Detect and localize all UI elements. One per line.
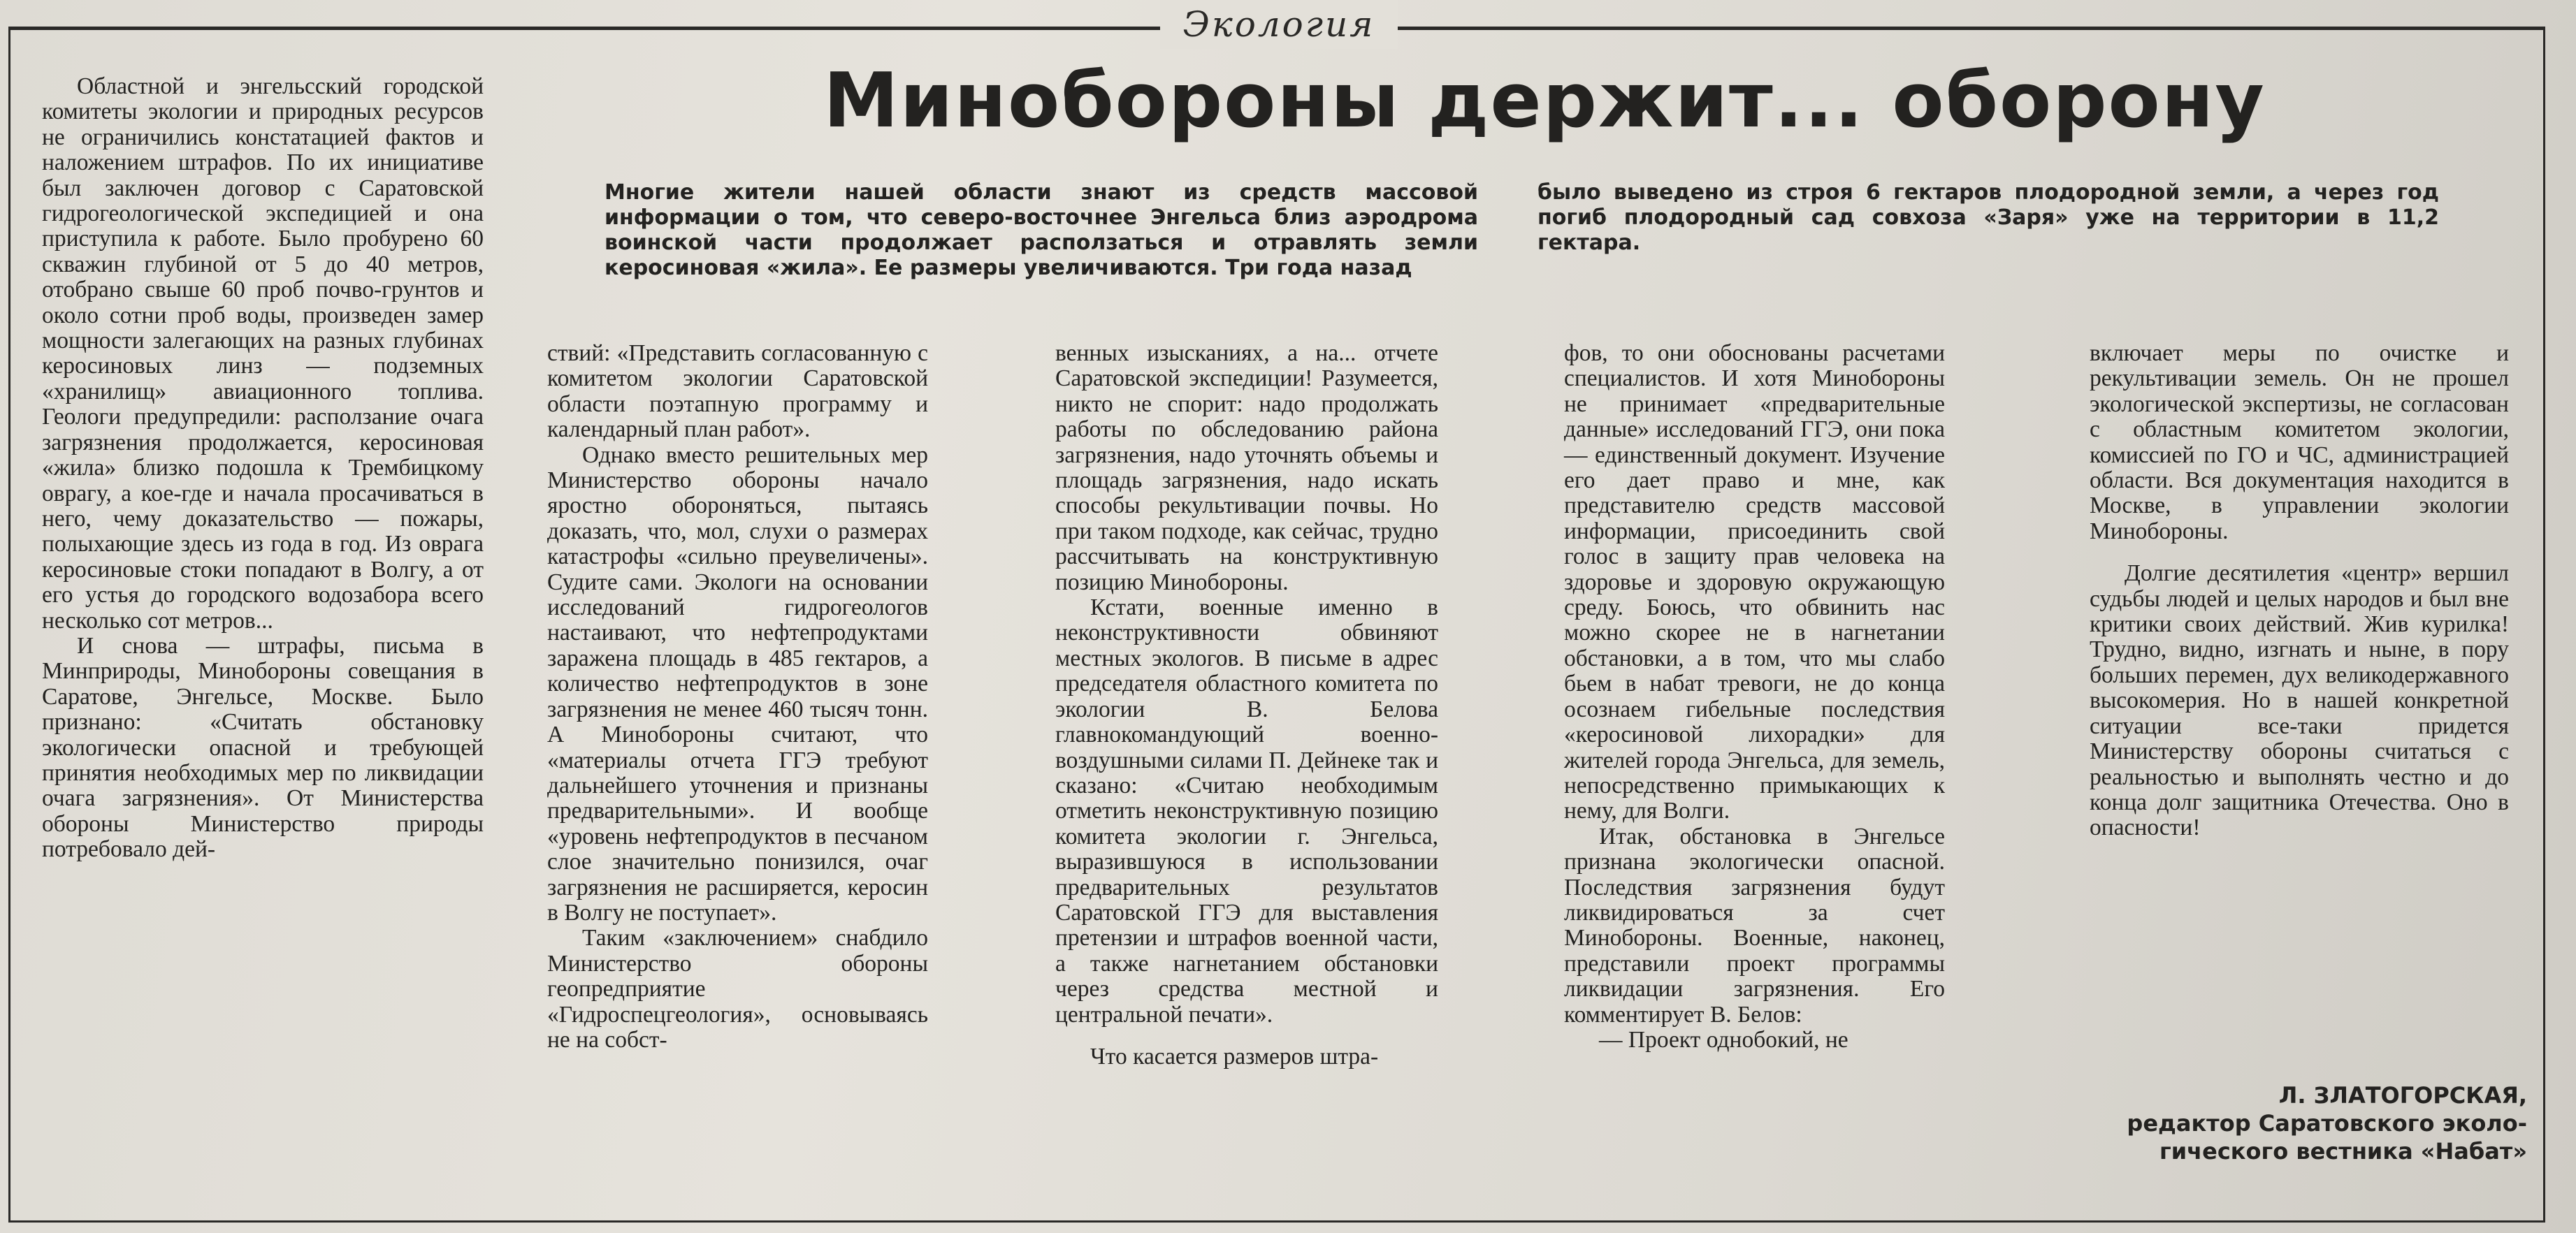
paragraph: Что касается размеров штра- — [1090, 1043, 1379, 1070]
paragraph: Кстати, военные именно в неконструктивности обвиняют местных экологов. В письме в адрес председателя областного комитета по экологии В. Белова главнокомандующий военно-воздушными силами П. Дейнеке так и сказано: «Считаю необходимым отметить неконструктивную позицию комитета экологии г. Энгельса, выразившуюся в использовании предварительных результатов Саратовской ГГЭ для выставления претензии и штрафов военной части, а также нагнетанием обстановки через средства местной и центральной печати». — [1055, 594, 1438, 1028]
article-headline: Минобороны держит... оборону — [823, 57, 2266, 145]
author-name: Л. ЗЛАТОГОРСКАЯ, — [2278, 1082, 2527, 1109]
rubric-rule-left — [8, 27, 1162, 29]
paragraph: Итак, обстановка в Энгельсе признана экологически опасной. Последствия загрязнения будут ликвидироваться за счет Минобороны. Военные, наконец, представили проект программы ликвидации загрязнения. Его комментирует В. Белов: — [1564, 823, 1945, 1028]
paragraph: Таким «заключением» снабдило Министерство обороны геопредприятие «Гидроспецгеология», основываясь не на собст- — [547, 925, 928, 1053]
paragraph: ствий: «Представить согласованную с комитетом экологии Саратовской области поэтапную программу и календарный план работ». — [547, 340, 928, 443]
paragraph: Областной и энгельсский городской комитеты экологии и природных ресурсов не ограничились констатацией фактов и наложением штрафов. По их инициативе был заключен договор с Саратовской гидрогеологической экспедицией и она приступила к работе. Было пробурено 60 скважин глубиной от 5 до 40 метров, отобрано свыше 60 проб почво-грунтов и около сотни проб воды, произведен замер мощности залегающих на разных глубинах керосиновых линз — подземных «хранилищ» авиационного топлива. Геологи предупредили: расползание очага загрязнения продолжается, керосиновая «жила» близко подошла к Трембицкому оврагу, а кое-где и начала просачиваться в него, чему доказательство — пожары, полыхающие здесь из года в год. Из оврага керосиновые стоки попадают в Волгу, а от его устья до городского водозабора всего несколько сот метров... — [42, 73, 484, 634]
paragraph: И снова — штрафы, письма в Минприроды, Минобороны совещания в Саратове, Энгельсе, Москве. Было признано: «Считать обстановку экологически опасной и требующей принятия необходимых мер по ликвидации очага загрязнения». От Министерства обороны Министерство природы потребовало дей- — [42, 632, 484, 863]
text-column-2 — [547, 341, 928, 1053]
author-role-line-2: гического вестника «Набат» — [2159, 1138, 2527, 1165]
paragraph: венных изысканиях, а на... отчете Саратовской экспедиции! Разумеется, никто не спорит: надо продолжать работы по обследованию района загрязнения, надо уточнять объемы и площадь загрязнения, надо искать способы рекультивации почвы. Но при таком подходе, как сейчас, трудно рассчитывать на конструктивную позицию Минобороны. — [1055, 340, 1438, 595]
section-rubric: Экология — [1160, 0, 1398, 49]
lead-paragraph-left: Многие жители нашей области знают из средств массовой информации о том, что северо-восточнее Энгельса близ аэродрома воинской части продолжает расползаться и отравлять земли керосиновая «жила». Ее размеры увеличиваются. Три года назад — [605, 180, 1478, 280]
paragraph: Однако вместо решительных мер Министерство обороны начало яростно обороняться, пытаясь доказать, что, мол, слухи о размерах катастрофы «сильно преувеличены». Судите сами. Экологи на основании исследований гидрогеологов настаивают, что нефтепродуктами заражена площадь в 485 гектаров, а количество нефтепродуктов в зоне загрязнения не менее 460 тысяч тонн. А Минобороны считают, что «материалы отчета ГГЭ требуют дальнейшего уточнения и признаны предварительными». И вообще «уровень нефтепродуктов в песчаном слое значительно понизился, очаг загрязнения не расширяется, керосин в Волгу не поступает». — [547, 442, 928, 926]
text-column-1 — [42, 74, 484, 863]
paragraph: включает меры по очистке и рекультивации земель. Он не прошел экологической экспертизы, не согласован с областным комитетом экологии, комиссией по ГО и ЧС, администрацией области. Вся документация находится в Москве, в управлении экологии Минобороны. — [2090, 340, 2509, 544]
text-column-5 — [2090, 341, 2509, 841]
text-column-3 — [1055, 341, 1438, 1070]
paragraph: фов, то они обоснованы расчетами специалистов. И хотя Минобороны не принимает «предварительные данные» исследований ГГЭ, они пока — единственный документ. Изучение его дает право и мне, как представителю средств массовой информации, присоединить свой голос в защиту прав человека на здоровье и здоровую окружающую среду. Боюсь, что обвинить нас можно скорее не в нагнетании обстановки, а в том, что мы слабо бьем в набат тревоги, не до конца осознаем гибельные последствия «керосиновой лихорадки» для жителей города Энгельса, для земель, непосредственно примыкающих к нему, для Волги. — [1564, 340, 1945, 824]
paragraph: — Проект однобокий, не — [1599, 1026, 1848, 1053]
paragraph: Долгие десятилетия «центр» вершил судьбы людей и целых народов и был вне критики своих действий. Жив курилка! Трудно, видно, изгнать и ныне, в пору больших перемен, дух великодержавного высокомерия. Но в нашей конкретной ситуации все-таки придется Министерству обороны считаться с реальностью и выполнять честно и до конца долг защитника Отечества. Оно в опасности! — [2090, 560, 2509, 841]
author-signature — [2127, 1081, 2527, 1165]
rubric-rule-right — [1398, 27, 2545, 29]
author-role-line-1: редактор Саратовского эколо- — [2127, 1110, 2527, 1137]
text-column-4 — [1564, 341, 1945, 1053]
lead-paragraph-right: было выведено из строя 6 гектаров плодородной земли, а через год погиб плодородный сад совхоза «Заря» уже на территории в 11,2 гектара. — [1537, 180, 2439, 255]
